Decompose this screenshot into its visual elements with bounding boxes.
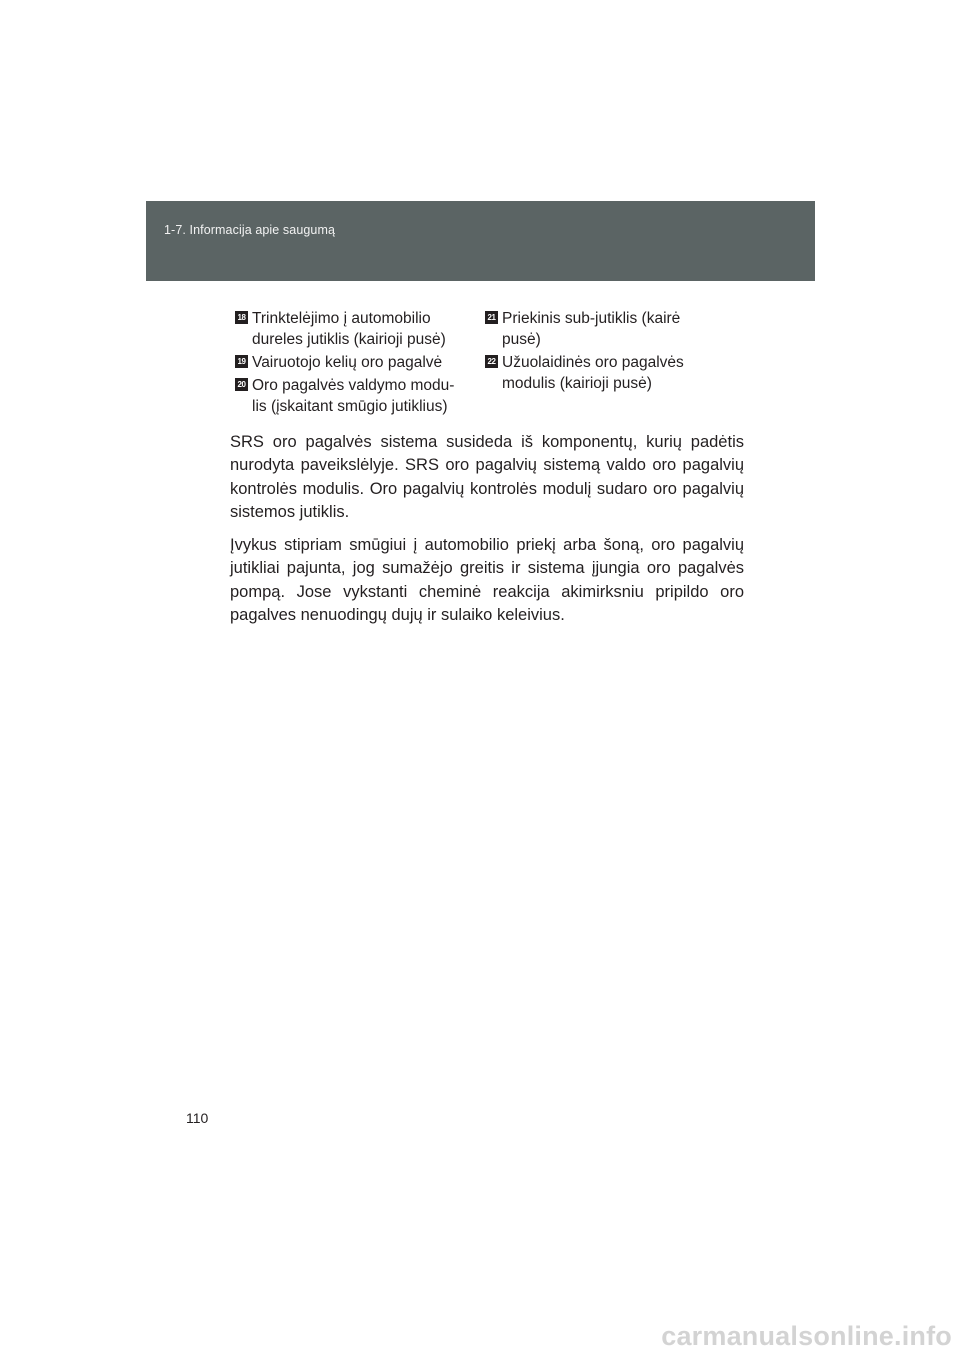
number-badge: 19 — [235, 355, 248, 368]
body-paragraph: Įvykus stipriam smūgiui į automobilio priekį arba šoną, oro pagalvių jutikliai pajunta, jog sumažėjo greitis ir sistema įjungia oro pagalvės pompą. Jose vykstanti cheminė reakcija akimirksniu pripildo oro pagalves nenuodingų dujų ir sulaiko keleivius. — [230, 536, 744, 625]
number-badge: 20 — [235, 378, 248, 391]
legend-item-text: Priekinis sub-jutiklis (kairė pusė) — [502, 310, 681, 348]
watermark: carmanualsonline.info — [661, 1321, 952, 1351]
legend-item — [232, 375, 472, 417]
number-badge: 21 — [485, 311, 498, 324]
legend-column-left — [232, 308, 472, 419]
number-badge: 22 — [485, 355, 498, 368]
legend-item — [482, 352, 722, 394]
legend-item-text: Užuolaidinės oro pagalvės modulis (kairioji pusė) — [502, 354, 684, 392]
legend-item-text: Trinktelėjimo į automobilio dureles jutiklis (kairioji pusė) — [252, 310, 446, 348]
legend-item — [482, 308, 722, 350]
section-header-bar — [146, 201, 815, 281]
legend-column-right — [482, 308, 722, 396]
number-badge: 18 — [235, 311, 248, 324]
body-paragraph: SRS oro pagalvės sistema susideda iš komponentų, kurių padėtis nurodyta paveikslėlyje. SRS oro pagalvių sistemą valdo oro pagalvių kontrolės modulis. Oro pagalvių kontrolės modulį sudaro oro pagalvių sistemos jutiklis. — [230, 433, 744, 521]
legend-item-text: Oro pagalvės valdymo modu- lis (įskaitant smūgio jutiklius) — [252, 377, 455, 415]
page-number: 110 — [186, 1110, 209, 1126]
legend-item-text: Vairuotojo kelių oro pagalvė — [252, 354, 443, 371]
body-text — [230, 431, 744, 637]
legend-item — [232, 308, 472, 350]
section-title: 1-7. Informacija apie saugumą — [164, 223, 336, 237]
legend-item — [232, 352, 472, 373]
